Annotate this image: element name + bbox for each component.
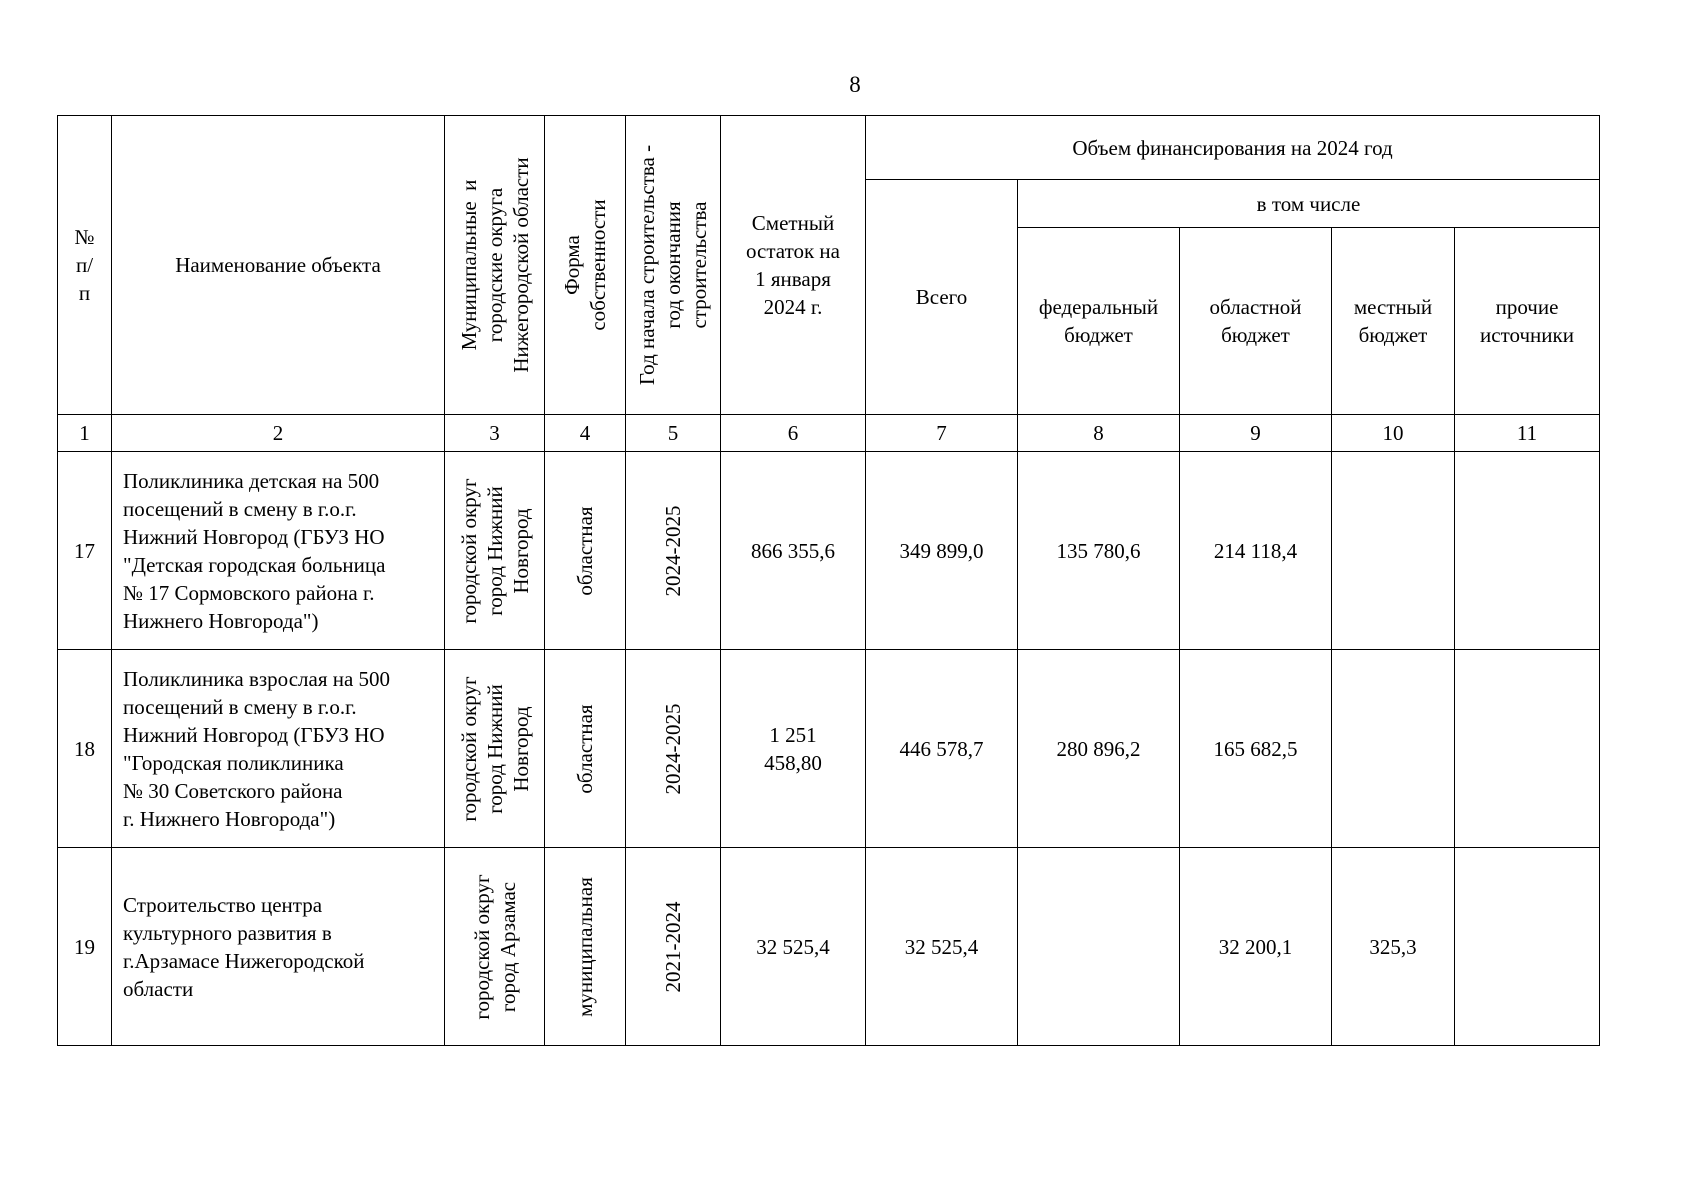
header-estimate: Сметный остаток на 1 января 2024 г.: [721, 116, 866, 415]
col-number: 10: [1332, 415, 1455, 452]
row-num: 18: [58, 650, 112, 848]
financing-table: [57, 115, 1600, 1046]
row-object-name: Поликлиника детская на 500 посещений в смену в г.о.г. Нижний Новгород (ГБУЗ НО "Детская городская больница № 17 Сормовского района г. Нижнего Новгорода"): [112, 452, 445, 650]
row-local: [1332, 452, 1455, 650]
row-federal: 280 896,2: [1018, 650, 1180, 848]
row-object-name: Поликлиника взрослая на 500 посещений в смену в г.о.г. Нижний Новгород (ГБУЗ НО "Городская поликлиника № 30 Советского района г. Нижнего Новгорода"): [112, 650, 445, 848]
row-other: [1455, 650, 1600, 848]
row-ownership: областная: [545, 452, 626, 650]
header-federal: федеральный бюджет: [1018, 228, 1180, 415]
column-numbers-row: [58, 415, 1600, 452]
row-num: 17: [58, 452, 112, 650]
header-years: Год начала строительства - год окончания строительства: [626, 116, 721, 415]
row-local: [1332, 650, 1455, 848]
row-regional: 165 682,5: [1180, 650, 1332, 848]
header-num: № п/ п: [58, 116, 112, 415]
row-ownership: муниципальная: [545, 848, 626, 1046]
row-object-name: Строительство центра культурного развития в г.Арзамасе Нижегородской области: [112, 848, 445, 1046]
row-other: [1455, 452, 1600, 650]
row-federal: 135 780,6: [1018, 452, 1180, 650]
header-total: Всего: [866, 180, 1018, 415]
row-estimate: 32 525,4: [721, 848, 866, 1046]
col-number: 9: [1180, 415, 1332, 452]
col-number: 1: [58, 415, 112, 452]
row-regional: 214 118,4: [1180, 452, 1332, 650]
col-number: 2: [112, 415, 445, 452]
row-estimate: 866 355,6: [721, 452, 866, 650]
header-other: прочие источники: [1455, 228, 1600, 415]
row-total: 349 899,0: [866, 452, 1018, 650]
header-including: в том числе: [1018, 180, 1600, 228]
table-row: [58, 452, 1600, 650]
row-ownership: областная: [545, 650, 626, 848]
col-number: 8: [1018, 415, 1180, 452]
col-number: 5: [626, 415, 721, 452]
col-number: 7: [866, 415, 1018, 452]
row-total: 446 578,7: [866, 650, 1018, 848]
row-municipality: городской округ город Арзамас: [445, 848, 545, 1046]
row-total: 32 525,4: [866, 848, 1018, 1046]
row-federal: [1018, 848, 1180, 1046]
col-number: 6: [721, 415, 866, 452]
row-other: [1455, 848, 1600, 1046]
row-municipality: городской округ город Нижний Новгород: [445, 452, 545, 650]
row-local: 325,3: [1332, 848, 1455, 1046]
col-number: 11: [1455, 415, 1600, 452]
header-funding-group: Объем финансирования на 2024 год: [866, 116, 1600, 180]
row-years: 2024-2025: [626, 650, 721, 848]
table-row: [58, 650, 1600, 848]
row-municipality: городской округ город Нижний Новгород: [445, 650, 545, 848]
header-local: местный бюджет: [1332, 228, 1455, 415]
header-name: Наименование объекта: [112, 116, 445, 415]
col-number: 3: [445, 415, 545, 452]
table-row: [58, 848, 1600, 1046]
row-years: 2021-2024: [626, 848, 721, 1046]
row-regional: 32 200,1: [1180, 848, 1332, 1046]
header-ownership: Форма собственности: [545, 116, 626, 415]
row-estimate: 1 251 458,80: [721, 650, 866, 848]
header-regional: областной бюджет: [1180, 228, 1332, 415]
row-years: 2024-2025: [626, 452, 721, 650]
row-num: 19: [58, 848, 112, 1046]
col-number: 4: [545, 415, 626, 452]
header-municipality: Муниципальные и городские округа Нижегородской области: [445, 116, 545, 415]
page-number: 8: [849, 72, 861, 97]
